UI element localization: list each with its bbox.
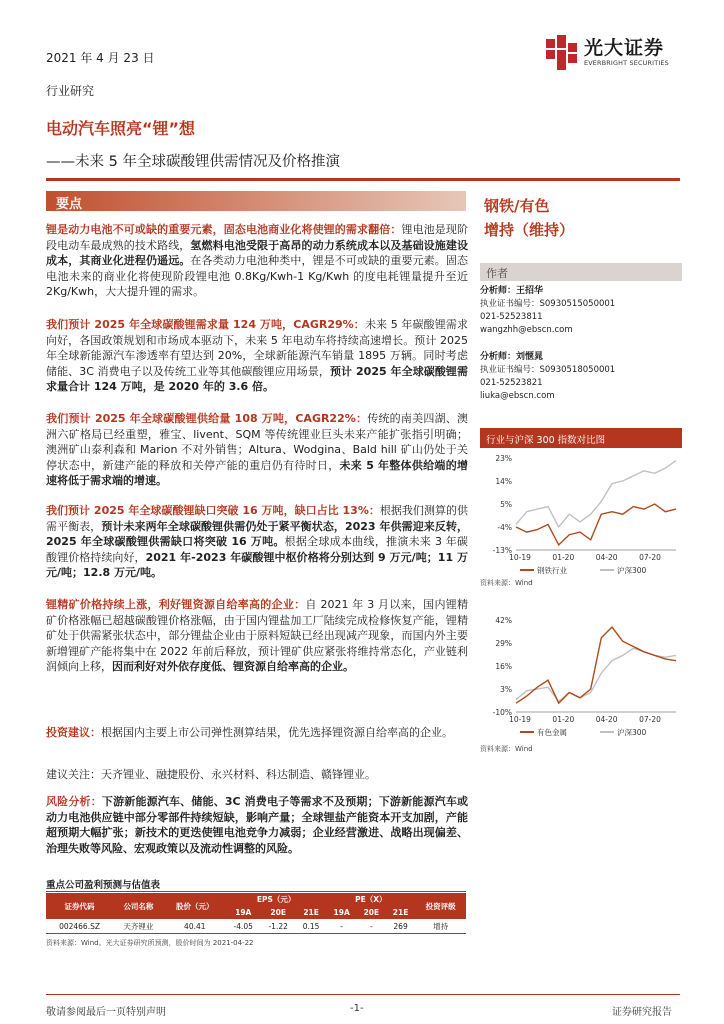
th-eps: EPS（元）	[226, 893, 327, 906]
cell-pe: -	[340, 921, 344, 931]
report-title: 电动汽车照亮“锂”想	[46, 119, 196, 138]
forecast-table-title: 重点公司盈利预测与估值表	[46, 880, 161, 891]
x-tick-label: 01-20	[552, 553, 575, 562]
cell-eps: 0.15	[302, 921, 320, 931]
paragraph-recommended-stocks: 建议关注：天齐锂业、融捷股份、永兴材料、科达制造、赣锋锂业。	[46, 768, 376, 781]
legend-label: 有色金属	[537, 728, 567, 737]
legend-label: 沪深300	[617, 728, 647, 737]
th-name: 公司名称	[113, 893, 164, 919]
y-tick-label: -13%	[492, 546, 512, 555]
series-line	[516, 627, 676, 703]
cell-price: 40.41	[184, 921, 206, 931]
y-tick-label: -4%	[497, 523, 512, 532]
y-tick-label: 14%	[495, 477, 512, 486]
footer-disclaimer-link[interactable]: 敬请参阅最后一页特别声明	[46, 1007, 166, 1018]
y-tick-label: 29%	[495, 639, 512, 648]
paragraph-spodumene-price: 锂精矿价格持续上涨，利好锂资源自给率高的企业：自 2021 年 3 月以来，国内锂精矿价格涨幅已超越碳酸锂价格涨幅，由于国内锂盐加工厂陆续完成检修恢复产能，锂精矿处于供需紧张状态中，部分锂盐企业由于原料短缺已经出现减产现象，而国内外主要新增锂矿产能将集中在 2022 年前后释放，预计锂矿供应紧张将维持常态化，产业链利润倾向上移，因而利好对外依存度低、锂资源自给率高的企业。	[46, 598, 469, 673]
page-number: -1-	[350, 1003, 364, 1014]
chart-nonferrous-vs-hs300	[480, 614, 682, 742]
brand-name: 光大证券	[584, 37, 665, 59]
report-subtitle: ——未来 5 年全球碳酸锂供需情况及价格推演	[46, 154, 340, 170]
forecast-table	[46, 893, 466, 934]
x-tick-label: 07-20	[639, 715, 661, 724]
y-tick-label: -10%	[492, 708, 512, 717]
th-year: 21E	[296, 906, 327, 919]
analyst-email[interactable]: wangzhh@ebscn.com	[480, 325, 573, 335]
paragraph-supply-forecast: 我们预计 2025 年全球碳酸锂供给量 108 万吨，CAGR22%：传统的南美四湖、澳洲六矿格局已经重塑，雅宝、livent、SQM 等传统锂业巨头未来产能扩张指引明确；澳洲矿山泰利森和 Marion 不对外销售；Altura、Wodgina、Bald hill 矿山仍处于关停状态中，新建产能的释放和关停产能的重启仍有待时日，未来 5 年整体供给端的增速将低于需求端的增速。	[46, 412, 469, 487]
paragraph-demand-forecast: 我们预计 2025 年全球碳酸锂需求量 124 万吨，CAGR29%：未来 5 年碳酸锂需求向好，各国政策规划和市场成本驱动下，未来 5 年电动车将持续高速增长。预计 2025 年全球新能源汽车渗透率有望达到 20%，全球新能源汽车销量 1895 万辆。同时考虑储能、3C 消费电子以及传统工业等其他碳酸锂应用场景，预计 2025 年全球碳酸锂需求量合计 124 万吨，是 2020 年的 3.6 倍。	[46, 318, 468, 393]
th-code: 证券代码	[46, 893, 113, 919]
analyst-cert: 执业证书编号：S0930515050001	[480, 299, 616, 309]
sector-name: 钢铁/有色	[484, 197, 550, 215]
chart-section-header	[480, 428, 682, 448]
chart2-source: 资料来源：Wind	[480, 745, 533, 753]
title-divider	[46, 178, 680, 181]
x-tick-label: 07-20	[639, 553, 661, 562]
paragraph-investment-advice: 投资建议：根据国内主要上市公司弹性测算结果，优先选择锂资源自给率高的企业。	[46, 726, 453, 739]
legend-label: 沪深300	[617, 566, 647, 575]
th-year: 19A	[226, 906, 261, 919]
th-rating: 投资评级	[415, 893, 466, 919]
report-category: 行业研究	[46, 84, 95, 98]
y-tick-label: 23%	[495, 454, 512, 463]
th-year: 20E	[357, 906, 386, 919]
cell-pe: 269	[393, 921, 408, 931]
analyst-2	[480, 351, 615, 403]
paragraph-heading: 锂精矿价格持续上涨，利好锂资源自给率高的企业：	[46, 598, 306, 611]
cell-eps: -4.05	[233, 921, 253, 931]
series-line	[516, 461, 676, 527]
legend-label: 钢铁行业	[537, 566, 567, 575]
th-year: 20E	[261, 906, 296, 919]
cell-rating: 增持	[433, 921, 449, 931]
analyst-name: 分析师：刘惬晁	[480, 352, 544, 362]
x-tick-label: 10-19	[509, 553, 531, 562]
analyst-phone: 021-52523821	[480, 378, 543, 388]
paragraph-heading: 锂是动力电池不可或缺的重要元素，固态电池商业化将使锂的需求翻倍：	[46, 223, 402, 236]
series-line	[516, 504, 676, 545]
chart-steel-vs-hs300	[480, 452, 682, 580]
footer-report-type: 证券研究报告	[612, 1007, 672, 1018]
paragraph-heading: 风险分析：	[46, 795, 102, 808]
table-top-rule	[46, 891, 466, 892]
th-pe: PE（X）	[327, 893, 416, 906]
sector-info	[484, 194, 574, 242]
footer-divider	[46, 994, 680, 995]
table-source: 资料来源：Wind。光大证券研究所预测，股价时间为 2021-04-22	[46, 939, 254, 947]
y-tick-label: 3%	[500, 685, 512, 694]
table-row	[46, 919, 466, 934]
analyst-cert: 执业证书编号：S0930518050001	[480, 365, 616, 375]
sector-rating: 增持（维持）	[484, 221, 575, 239]
paragraph-heading: 我们预计 2025 年全球碳酸锂缺口突破 16 万吨，缺口占比 13%：	[46, 504, 380, 517]
paragraph-supply-gap: 我们预计 2025 年全球碳酸锂缺口突破 16 万吨，缺口占比 13%：根据我们测算的供需平衡表，预计未来两年全球碳酸锂供需仍处于紧平衡状态，2023 年供需迎来反转，2025 年全球碳酸锂供需缺口将突破 16 万吨。根据全球成本曲线，推演未来 3 年碳酸锂价格持续向好，2021 年-2023 年碳酸锂中枢价格将分别达到 9 万元/吨；11 万元/吨；12.8 万元/吨。	[46, 504, 469, 579]
series-line	[516, 648, 676, 701]
analyst-email[interactable]: liuka@ebscn.com	[480, 391, 555, 401]
chart-section-title: 行业与沪深 300 指数对比图	[486, 435, 606, 446]
x-tick-label: 04-20	[595, 553, 618, 562]
cell-pe: -	[370, 921, 373, 931]
y-tick-label: 16%	[495, 662, 512, 671]
th-year: 21E	[386, 906, 415, 919]
table-header-row	[46, 893, 466, 906]
th-price: 股价（元）	[164, 893, 226, 919]
brand-name-en: EVERBRIGHT SECURITIES	[584, 59, 669, 67]
x-tick-label: 10-19	[509, 715, 531, 724]
paragraph-heading: 我们预计 2025 年全球碳酸锂需求量 124 万吨，CAGR29%：	[46, 318, 365, 331]
paragraph-heading: 我们预计 2025 年全球碳酸锂供给量 108 万吨，CAGR22%：	[46, 412, 368, 425]
paragraph-risk-analysis: 风险分析：下游新能源汽车、储能、3C 消费电子等需求不及预期；下游新能源汽车或动力电池供应链中部分零部件持续短缺，影响产量；全球锂盐产能资本开支加剧，产能超预期大幅扩张；新技术的更迭使锂电池竞争力减弱；企业经营激进、战略出现偏差、治理失败等风险、宏观政策以及流动性调整的风险。	[46, 795, 469, 855]
x-tick-label: 04-20	[595, 715, 618, 724]
paragraph-lithium-demand: 锂是动力电池不可或缺的重要元素，固态电池商业化将使锂的需求翻倍：锂电池是现阶段电动车最成熟的技术路线，氢燃料电池受限于高昂的动力系统成本以及基础设施建设成本，其商业化进程仍遥远。在各类动力电池种类中，锂是不可或缺的重要元素。固态电池未来的商业化将使现阶段锂电池 0.8Kg/Kwh-1 Kg/Kwh 的度电耗锂量提升至近 2Kg/Kwh，大大提升锂的需求。	[46, 223, 469, 298]
brand-logo	[546, 33, 686, 73]
cell-code: 002466.SZ	[59, 921, 100, 931]
brand-mark-icon	[546, 35, 578, 71]
analyst-1	[480, 285, 615, 337]
th-year: 19A	[327, 906, 357, 919]
paragraph-heading: 投资建议：	[46, 726, 101, 739]
chart1-source: 资料来源：Wind	[480, 579, 533, 587]
y-tick-label: 42%	[495, 616, 512, 625]
authors-header	[480, 263, 682, 281]
report-date: 2021 年 4 月 23 日	[46, 51, 155, 65]
x-tick-label: 01-20	[552, 715, 575, 724]
analyst-name: 分析师：王招华	[480, 286, 544, 296]
cell-eps: -1.22	[268, 921, 288, 931]
summary-label: 要点	[56, 197, 83, 212]
summary-header	[46, 191, 466, 211]
analyst-phone: 021-52523811	[480, 312, 543, 322]
cell-name: 天齐锂业	[123, 921, 154, 931]
y-tick-label: 5%	[500, 500, 512, 509]
authors-label: 作者	[486, 267, 508, 280]
